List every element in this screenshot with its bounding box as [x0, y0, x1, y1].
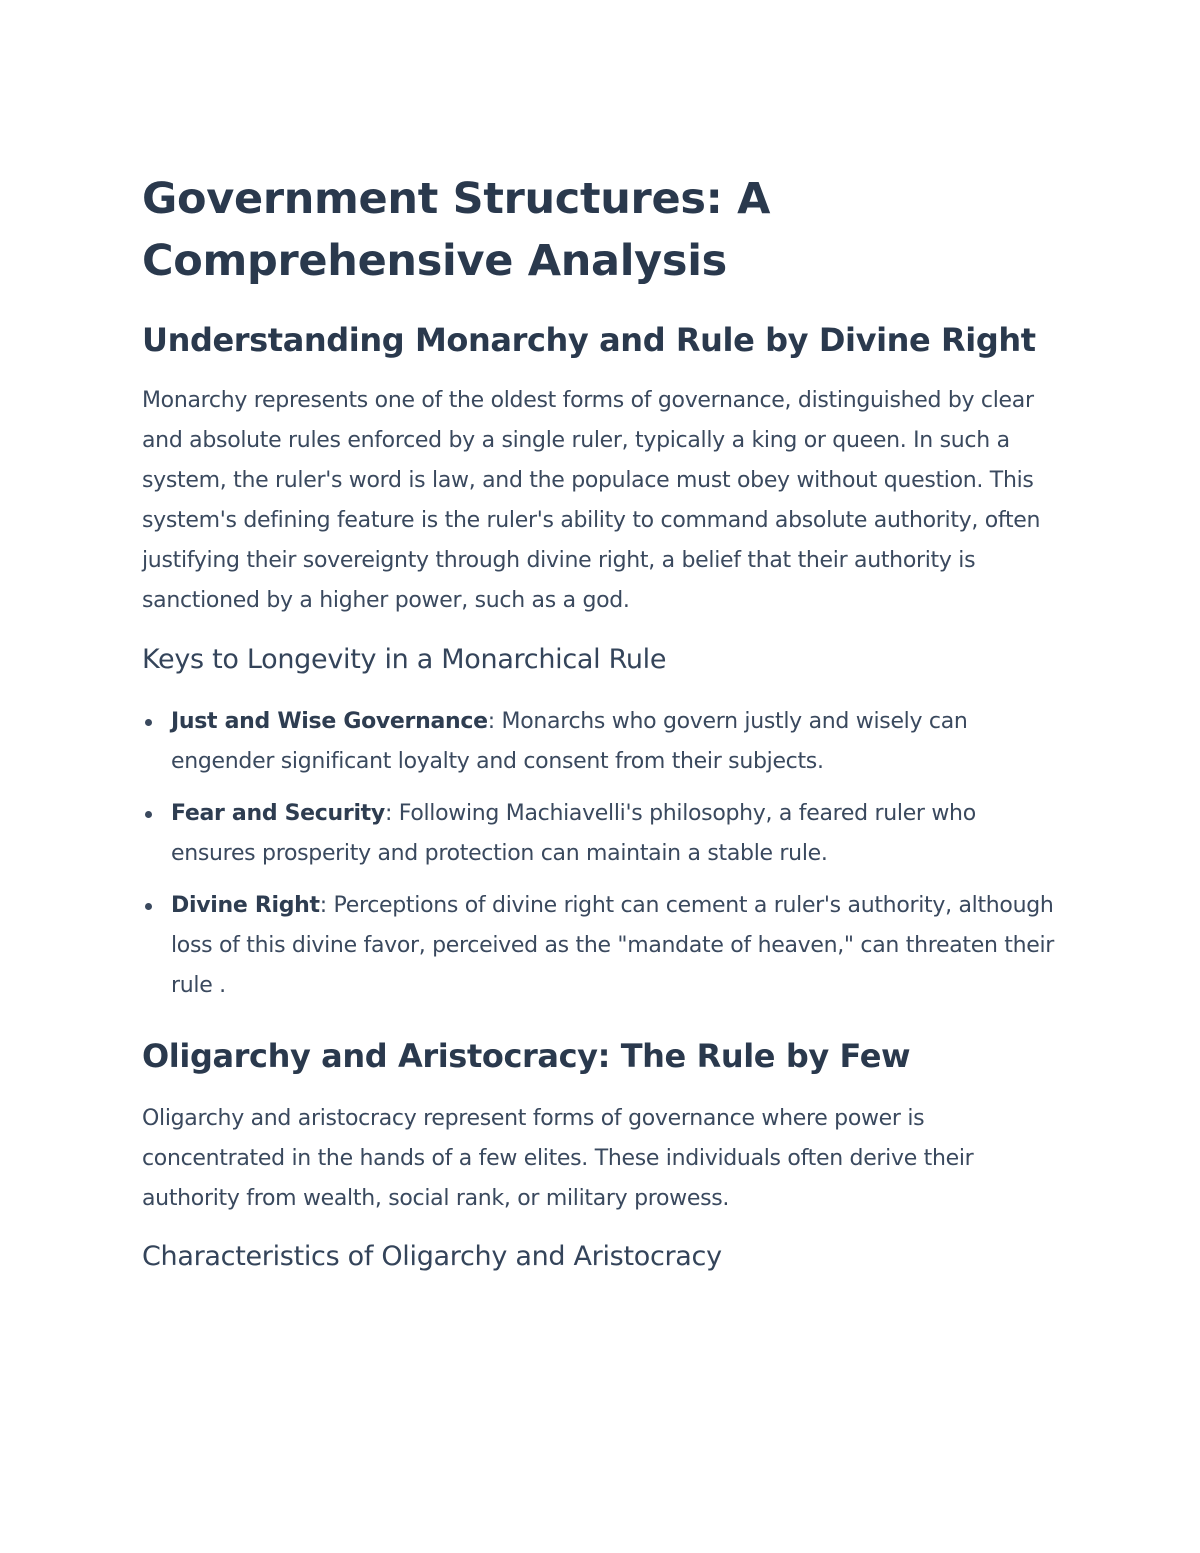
bullet-text: : Monarchs who govern justly and wisely can engender significant loyalty and consent from their subjects. — [171, 709, 968, 774]
section-paragraph-oligarchy: Oligarchy and aristocracy represent forms of governance where power is concentrated in the hands of a few elites. These individuals often derive their authority from wealth, social rank, or military prowess. — [142, 1106, 974, 1211]
bullet-text: : Perceptions of divine right can cement a ruler's authority, although loss of this divine favor, perceived as the "mandate of heaven," can threaten their rule . — [171, 893, 1055, 998]
bullet-icon — [145, 719, 152, 726]
subheading-characteristics: Characteristics of Oligarchy and Aristocracy — [142, 1241, 722, 1272]
bullet-icon — [145, 811, 152, 818]
list-item — [142, 886, 1062, 1006]
bullet-term: Fear and Security — [171, 801, 385, 826]
bullet-term: Divine Right — [171, 893, 320, 918]
document-page — [142, 168, 1062, 1277]
bullet-icon — [145, 903, 152, 910]
subheading-longevity: Keys to Longevity in a Monarchical Rule — [142, 644, 667, 675]
bullet-term: Just and Wise Governance — [171, 709, 488, 734]
section-paragraph-monarchy: Monarchy represents one of the oldest forms of governance, distinguished by clear and absolute rules enforced by a single ruler, typically a king or queen. In such a system, the ruler's word is law, and the populace must obey without question. This system's defining feature is the ruler's ability to command absolute authority, often justifying their sovereignty through divine right, a belief that their authority is sanctioned by a higher power, such as a god. — [142, 388, 1041, 613]
list-item — [142, 794, 1062, 874]
section-heading-oligarchy: Oligarchy and Aristocracy: The Rule by Few — [142, 1037, 911, 1075]
document-title: Government Structures: A Comprehensive Analysis — [142, 174, 771, 286]
section-heading-monarchy: Understanding Monarchy and Rule by Divine Right — [142, 321, 1036, 359]
bullet-text: : Following Machiavelli's philosophy, a feared ruler who ensures prosperity and protection can maintain a stable rule. — [171, 801, 976, 866]
longevity-bullet-list — [142, 702, 1062, 1006]
list-item — [142, 702, 1062, 782]
